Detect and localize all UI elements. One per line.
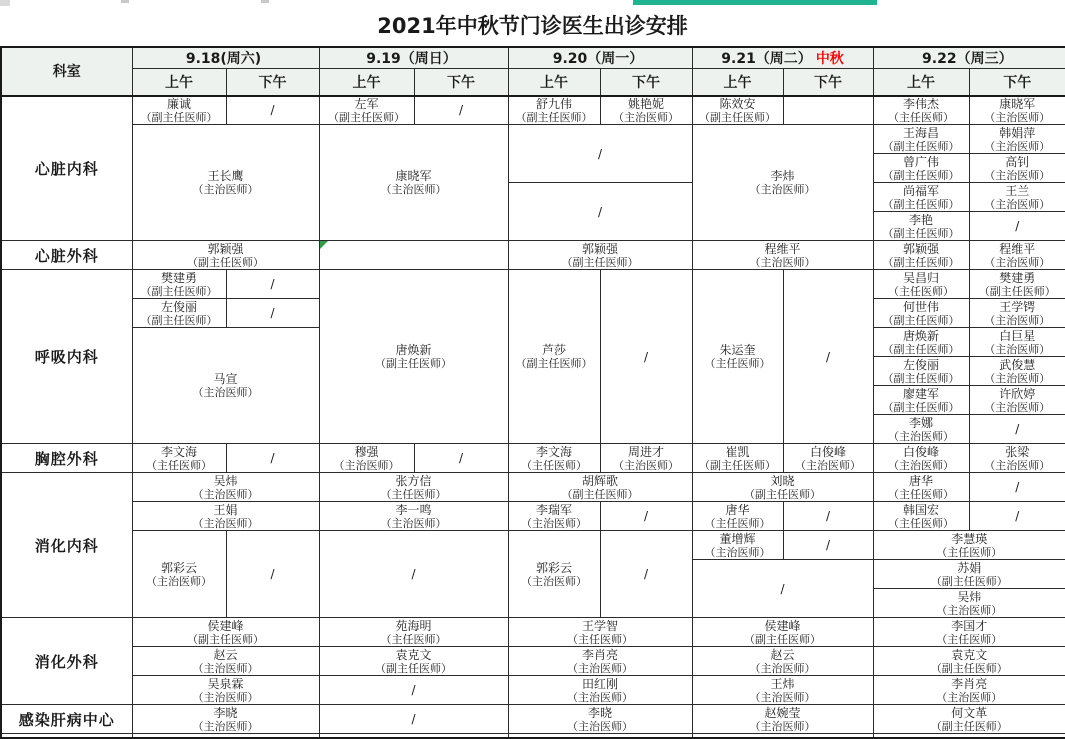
schedule-cell: 左军 （副主任医师）	[319, 96, 414, 125]
schedule-cell-slash: /	[226, 531, 319, 618]
schedule-cell: 李肖亮 （主治医师）	[873, 676, 1065, 705]
schedule-cell-slash: /	[414, 444, 508, 473]
dept-cell-cardiac-surgery	[1, 241, 132, 270]
schedule-cell: 廉诚 （副主任医师）	[132, 96, 226, 125]
date-header-0921	[692, 47, 873, 69]
schedule-cell: 韩国宏 （主任医师）	[873, 502, 969, 531]
schedule-cell: 李伟杰 （主任医师）	[873, 96, 969, 125]
ampm-header-row	[1, 69, 1065, 96]
table-row	[1, 444, 1065, 473]
ampm-header: 上午	[873, 69, 969, 96]
schedule-cell-slash: /	[783, 531, 873, 560]
schedule-cell: 郭颖强 （副主任医师）	[873, 241, 969, 270]
schedule-cell: 侯建峰 （副主任医师）	[132, 618, 319, 647]
dept-label: 消化内科	[34, 536, 99, 555]
schedule-cell: 樊建勇 （副主任医师）	[969, 270, 1065, 299]
table-row	[1, 241, 1065, 270]
schedule-cell: 李娜 （主治医师）	[873, 415, 969, 444]
dept-label: 感染肝病中心	[18, 710, 115, 729]
schedule-cell: 苏娟 （副主任医师）	[873, 560, 1065, 589]
schedule-cell-empty	[783, 96, 873, 125]
date-label: 9.21（周二）	[721, 51, 812, 67]
schedule-cell-slash: /	[969, 212, 1065, 241]
schedule-cell: 曾广伟 （副主任医师）	[873, 154, 969, 183]
schedule-cell-slash: /	[508, 183, 692, 241]
schedule-cell-slash: /	[319, 531, 508, 618]
schedule-cell: 吴泉霖 （主治医师）	[132, 676, 319, 705]
schedule-cell: 陈效安 （副主任医师）	[692, 96, 783, 125]
schedule-cell: 李炜 （主治医师）	[692, 125, 873, 241]
schedule-cell-slash: /	[692, 560, 873, 618]
schedule-cell: 何世伟 （副主任医师）	[873, 299, 969, 328]
schedule-cell: 程维平 （主治医师）	[692, 241, 873, 270]
schedule-cell: 李文海 （主任医师）	[132, 444, 226, 473]
schedule-cell: 穆强 （主治医师）	[319, 444, 414, 473]
ampm-header: 下午	[600, 69, 692, 96]
schedule-cell: 李肖亮 （主治医师）	[508, 647, 692, 676]
schedule-cell: 何文革 （副主任医师）	[873, 705, 1065, 734]
schedule-cell-empty	[319, 241, 508, 270]
schedule-cell: 王娟 （主治医师）	[132, 502, 319, 531]
schedule-cell: 马宣 （主治医师）	[132, 328, 319, 444]
table-row	[1, 676, 1065, 705]
schedule-cell-slash: /	[508, 125, 692, 183]
schedule-cell: 郭彩云 （主治医师）	[508, 531, 600, 618]
table-row	[1, 96, 1065, 125]
page-title: 2021年中秋节门诊医生出诊安排	[0, 6, 1065, 46]
schedule-cell: 芦莎 （副主任医师）	[508, 270, 600, 444]
date-header-0918	[132, 47, 319, 69]
table-row	[1, 705, 1065, 734]
ampm-header: 上午	[319, 69, 414, 96]
schedule-cell-slash: /	[969, 415, 1065, 444]
schedule-cell: 张梁 （主治医师）	[969, 444, 1065, 473]
table-row	[1, 473, 1065, 502]
schedule-cell-slash: /	[969, 502, 1065, 531]
schedule-cell: 白俊峰 （主治医师）	[873, 444, 969, 473]
schedule-cell: 吴炜 （主治医师）	[873, 589, 1065, 618]
schedule-cell: 白俊峰 （主治医师）	[783, 444, 873, 473]
schedule-cell: 吴炜 （主治医师）	[132, 473, 319, 502]
schedule-cell-slash: /	[226, 96, 319, 125]
date-header-row	[1, 47, 1065, 69]
schedule-cell: 唐焕新 （副主任医师）	[873, 328, 969, 357]
schedule-cell-slash: /	[226, 299, 319, 328]
ampm-header: 上午	[692, 69, 783, 96]
dept-cell-thoracic-surgery	[1, 444, 132, 473]
schedule-cell: 郭彩云 （主治医师）	[132, 531, 226, 618]
corner-block	[0, 0, 10, 6]
schedule-cell-slash: /	[969, 473, 1065, 502]
top-strip	[0, 0, 1065, 6]
dept-cell-cardiology-internal	[1, 96, 132, 241]
schedule-cell: 郭颖强 （副主任医师）	[508, 241, 692, 270]
schedule-cell: 王海昌 （副主任医师）	[873, 125, 969, 154]
schedule-cell: 尚福军 （副主任医师）	[873, 183, 969, 212]
schedule-cell: 左俊丽 （副主任医师）	[132, 299, 226, 328]
schedule-cell: 韩娟萍 （主治医师）	[969, 125, 1065, 154]
date-header-0920	[508, 47, 692, 69]
schedule-cell: 袁克文 （副主任医师）	[873, 647, 1065, 676]
table-row	[1, 647, 1065, 676]
schedule-cell: 刘晓 （副主任医师）	[692, 473, 873, 502]
date-header-0919	[319, 47, 508, 69]
date-label: 9.18(周六)	[185, 51, 262, 67]
schedule-cell: 李晓 （主治医师）	[132, 705, 319, 734]
schedule-cell: 康晓军 （主治医师）	[969, 96, 1065, 125]
ampm-header: 下午	[414, 69, 508, 96]
schedule-cell-slash: /	[226, 444, 319, 473]
top-tick-mark	[261, 0, 269, 3]
schedule-cell: 周进才 （主治医师）	[600, 444, 692, 473]
schedule-cell-slash: /	[783, 502, 873, 531]
date-label: 9.20（周一）	[552, 51, 644, 67]
cell-corner-flag-icon	[320, 241, 328, 249]
schedule-cell: 李国才 （主任医师）	[873, 618, 1065, 647]
top-tick-mark	[121, 0, 129, 3]
holiday-label-midautumn: 中秋	[815, 51, 844, 67]
schedule-table	[0, 46, 1065, 739]
schedule-cell: 李一鸣 （主治医师）	[319, 502, 508, 531]
top-selection-bar	[633, 0, 877, 5]
schedule-cell: 侯建峰 （副主任医师）	[692, 618, 873, 647]
dept-label: 呼吸内科	[34, 348, 99, 366]
schedule-cell: 郭颖强 （副主任医师）	[132, 241, 319, 270]
schedule-cell: 李瑞军 （主治医师）	[508, 502, 600, 531]
schedule-cell: 赵婉莹 （主治医师）	[692, 705, 873, 734]
ampm-header: 上午	[508, 69, 600, 96]
schedule-cell: 姚艳妮 （主治医师）	[600, 96, 692, 125]
schedule-cell: 左俊丽 （副主任医师）	[873, 357, 969, 386]
schedule-cell: 王学智 （主任医师）	[508, 618, 692, 647]
table-row	[1, 531, 1065, 560]
schedule-cell: 康晓军 （主治医师）	[319, 125, 508, 241]
date-label: 9.19（周日）	[366, 51, 457, 67]
schedule-cell: 王炜 （主治医师）	[692, 676, 873, 705]
schedule-cell: 苑海明 （主任医师）	[319, 618, 508, 647]
date-label: 9.22（周三）	[922, 51, 1013, 67]
schedule-cell: 李慧瑛 （主任医师）	[873, 531, 1065, 560]
table-row	[1, 270, 1065, 299]
schedule-cell: 武俊慧 （主治医师）	[969, 357, 1065, 386]
schedule-cell: 赵云 （主治医师）	[692, 647, 873, 676]
schedule-cell: 李艳 （副主任医师）	[873, 212, 969, 241]
schedule-cell: 王兰 （主治医师）	[969, 183, 1065, 212]
table-row	[1, 618, 1065, 647]
schedule-cell-slash: /	[319, 676, 508, 705]
schedule-cell-slash: /	[319, 705, 508, 734]
schedule-cell-slash: /	[600, 531, 692, 618]
schedule-cell: 许欣婷 （主治医师）	[969, 386, 1065, 415]
schedule-cell: 朱运奎 （主任医师）	[692, 270, 783, 444]
dept-cell-infectious-liver	[1, 705, 132, 734]
schedule-cell-slash: /	[600, 502, 692, 531]
schedule-cell-slash: /	[600, 270, 692, 444]
schedule-cell-slash: /	[783, 270, 873, 444]
ampm-header: 上午	[132, 69, 226, 96]
schedule-cell: 董增辉 （主治医师）	[692, 531, 783, 560]
schedule-cell: 田红刚 （主治医师）	[508, 676, 692, 705]
dept-label: 心脏内科	[34, 159, 99, 178]
schedule-cell: 唐焕新 （副主任医师）	[319, 270, 508, 444]
dept-label: 消化外科	[34, 652, 99, 671]
schedule-cell: 樊建勇 （副主任医师）	[132, 270, 226, 299]
dept-label: 心脏外科	[34, 246, 99, 265]
schedule-cell: 吴昌归 （主任医师）	[873, 270, 969, 299]
schedule-cell: 赵云 （主治医师）	[132, 647, 319, 676]
ampm-header: 下午	[969, 69, 1065, 96]
schedule-cell: 王长鹰 （主治医师）	[132, 125, 319, 241]
schedule-cell: 唐华 （主任医师）	[692, 502, 783, 531]
schedule-cell: 廖建军 （副主任医师）	[873, 386, 969, 415]
schedule-cell: 白巨星 （主治医师）	[969, 328, 1065, 357]
schedule-cell: 王学锷 （主治医师）	[969, 299, 1065, 328]
table-row	[1, 125, 1065, 154]
dept-cell-respiratory	[1, 270, 132, 444]
dept-cell-gi-surgery	[1, 618, 132, 705]
dept-label: 胸腔外科	[34, 449, 99, 468]
ampm-header: 下午	[783, 69, 873, 96]
schedule-cell-slash: /	[226, 270, 319, 299]
dept-column-header: 科室	[1, 47, 132, 96]
schedule-cell: 张方信 （主任医师）	[319, 473, 508, 502]
table-row	[1, 502, 1065, 531]
schedule-cell-slash: /	[414, 96, 508, 125]
schedule-cell: 李晓 （主治医师）	[508, 705, 692, 734]
schedule-cell: 胡辉歌 （副主任医师）	[508, 473, 692, 502]
schedule-cell: 袁克文 （副主任医师）	[319, 647, 508, 676]
schedule-cell: 程维平 （主治医师）	[969, 241, 1065, 270]
dept-cell-gastroenterology	[1, 473, 132, 618]
schedule-cell: 舒九伟 （副主任医师）	[508, 96, 600, 125]
schedule-cell: 高钊 （主治医师）	[969, 154, 1065, 183]
date-header-0922	[873, 47, 1065, 69]
schedule-cell: 李文海 （主任医师）	[508, 444, 600, 473]
schedule-cell: 崔凯 （副主任医师）	[692, 444, 783, 473]
ampm-header: 下午	[226, 69, 319, 96]
schedule-cell: 唐华 （主任医师）	[873, 473, 969, 502]
